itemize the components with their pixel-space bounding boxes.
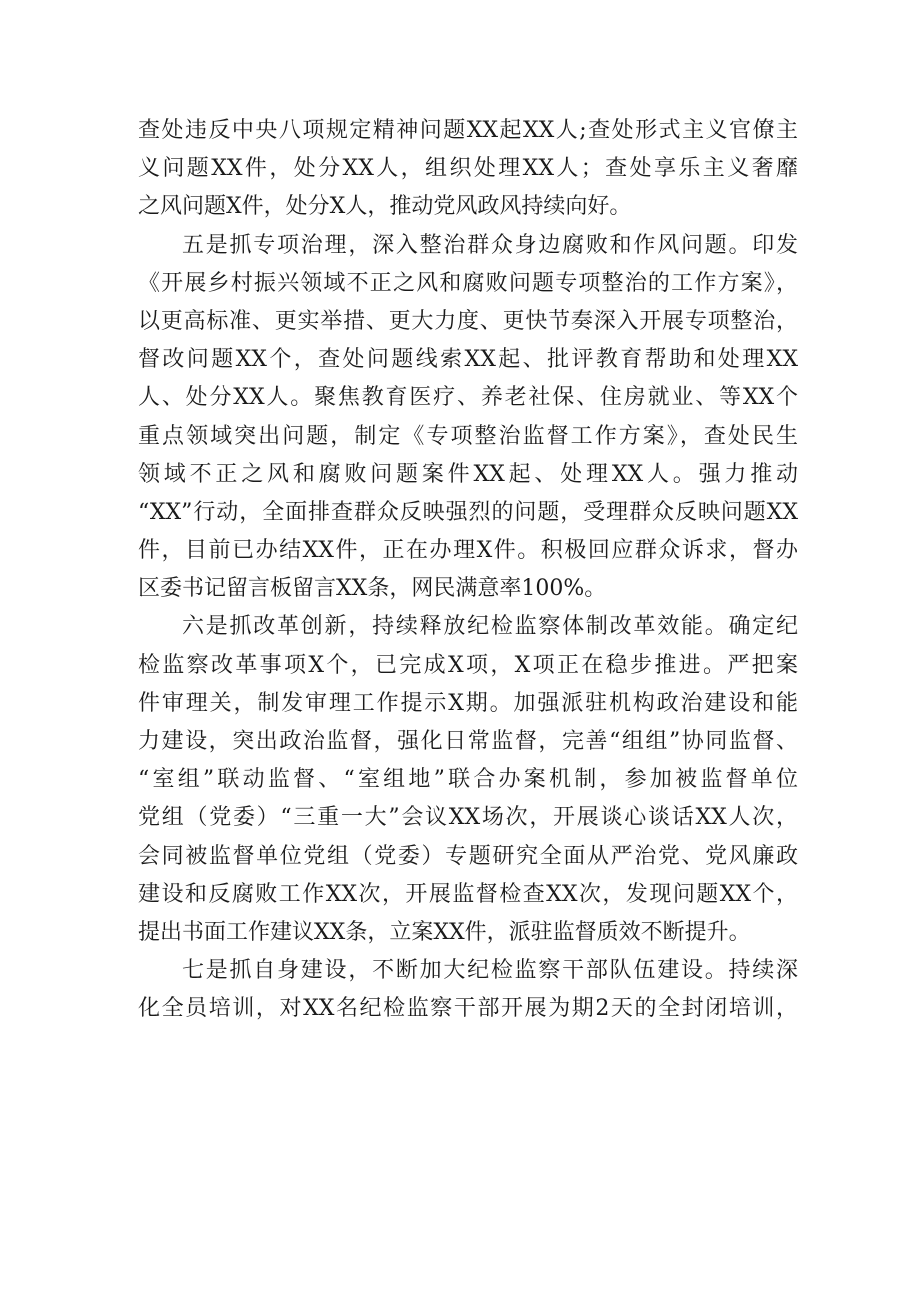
paragraph-line: 查处违反中央八项规定精神问题XX起XX人;查处形式主义官僚主 [138, 118, 798, 143]
paragraph-line: 建设和反腐败工作XX次，开展监督检查XX次，发现问题XX个， [138, 881, 798, 907]
paragraph-line: 检监察改革事项X个，已完成X项，X项正在稳步推进。严把案 [138, 652, 798, 678]
paragraph-line: 督改问题XX个，查处问题线索XX起、批评教育帮助和处理XX [138, 347, 798, 373]
paragraph-line: 五是抓专项治理，深入整治群众身边腐败和作风问题。印发 [182, 232, 798, 258]
paragraph-line: 人、处分XX人。聚焦教育医疗、养老社保、住房就业、等XX个 [138, 385, 798, 411]
paragraph-line: 区委书记留言板留言XX条，网民满意率100%。 [138, 576, 607, 602]
paragraph-line: 《开展乡村振兴领域不正之风和腐败问题专项整治的工作方案》， [138, 270, 798, 296]
paragraph-line: 件，目前已办结XX件，正在办理X件。积极回应群众诉求，督办 [138, 538, 798, 564]
paragraph-line: “XX”行动，全面排查群众反映强烈的问题，受理群众反映问题XX [138, 499, 798, 525]
paragraph-line: 力建设，突出政治监督，强化日常监督，完善“组组”协同监督、 [138, 729, 798, 754]
paragraph-line: 件审理关，制发审理工作提示X期。加强派驻机构政治建设和能 [138, 690, 798, 716]
document-body [138, 112, 798, 1029]
paragraph-line: 党组（党委）“三重一大”会议XX场次，开展谈心谈话XX人次， [138, 805, 798, 831]
paragraph-line: 以更高标准、更实举措、更大力度、更快节奏深入开展专项整治， [138, 308, 798, 334]
paragraph-line: 提出书面工作建议XX条，立案XX件，派驻监督质效不断提升。 [138, 919, 751, 945]
paragraph-line: 之风问题X件，处分X人，推动党风政风持续向好。 [138, 194, 632, 220]
paragraph-line: “室组”联动监督、“室组地”联合办案机制，参加被监督单位 [138, 767, 798, 793]
paragraph-line: 七是抓自身建设，不断加大纪检监察干部队伍建设。持续深 [182, 958, 798, 984]
paragraph-line: 义问题XX件，处分XX人，组织处理XX人；查处享乐主义奢靡 [138, 156, 798, 182]
paragraph-line: 化全员培训，对XX名纪检监察干部开展为期2天的全封闭培训， [138, 996, 798, 1022]
paragraph-line: 重点领域突出问题，制定《专项整治监督工作方案》，查处民生 [138, 423, 798, 449]
paragraph-line: 领域不正之风和腐败问题案件XX起、处理XX人。强力推动 [138, 461, 798, 487]
paragraph-line: 会同被监督单位党组（党委）专题研究全面从严治党、党风廉政 [138, 843, 798, 869]
paragraph-line: 六是抓改革创新，持续释放纪检监察体制改革效能。确定纪 [182, 614, 798, 640]
